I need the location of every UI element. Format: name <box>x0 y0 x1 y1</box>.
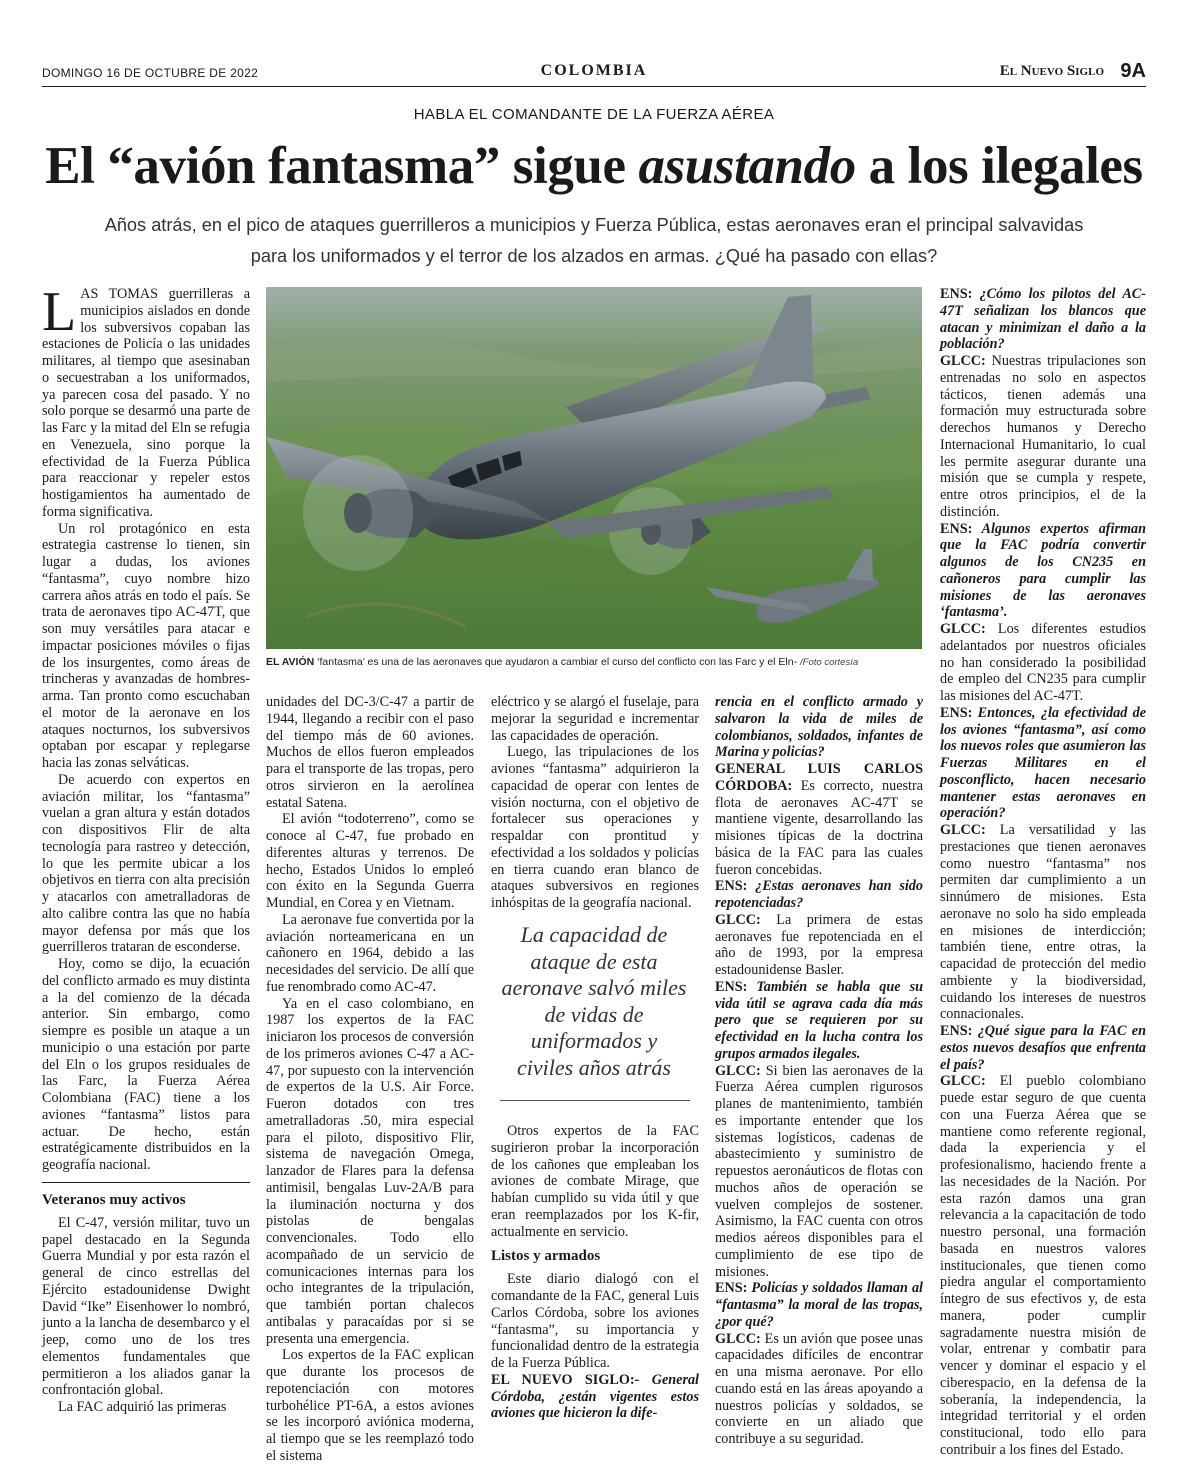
issue-date: DOMINGO 16 DE OCTUBRE DE 2022 <box>42 66 259 80</box>
paragraph: Un rol protagónico en esta estrategia castrense lo tienen, sin lugar a dudas, los aviones “fantasma”, cuyo nombre hizo carrera años atrás en todo el país. Se trata de aeronaves tipo AC-47T, que son muy versátiles para atacar e impactar posiciones móviles o fijas de los insurgentes, como áreas de trincheras y avanzadas de hombres-arma. Tan pronto como escuchaban el motor de la aeronave en los ataques nocturnos, los subversivos optaban por escapar y replegarse hacia las zonas selváticas. <box>42 520 250 771</box>
deck: Años atrás, en el pico de ataques guerrilleros a municipios y Fuerza Pública, estas aeronaves eran el principal salvavidas para los uniformados y el terror de los alzados en armas. ¿Qué ha pasado con ellas? <box>104 215 1084 266</box>
interview-question: ENS: Algunos expertos afirman que la FAC podría convertir algunos de los CN235 en cañoneros para cumplir las misiones de las aeronaves ‘fantasma’. <box>940 520 1146 621</box>
column-2 <box>266 694 474 1465</box>
ac47-aircraft-illustration <box>266 287 922 649</box>
column-5 <box>940 286 1146 1459</box>
drop-cap: L <box>42 281 77 343</box>
airplane-photo <box>266 287 922 649</box>
paragraph: Hoy, como se dijo, la ecuación del conflicto armado es muy distinta a la del comienzo de la década anterior. Sin embargo, como siempre es posible un ataque a un municipio o una estación por parte del Eln o los grupos residuales de las Farc, la Fuerza Aérea Colombiana (FAC) tiene a los aviones “fantasma” listos para actuar. De hecho, están estratégicamente distribuidos en la geografía nacional. <box>42 956 250 1173</box>
paragraph: La aeronave fue convertida por la aviación norteamericana en un cañonero en 1964, debido a las necesidades del servicio. De allí que fue renombrado como AC-47. <box>266 911 474 995</box>
page-number: 9A <box>1120 60 1146 82</box>
interview-question: ENS: Entonces, ¿la efectividad de los aviones “fantasma”, así como los nuevos roles que asumieron las Fuerzas Militares en el posconflicto, hacen necesario mantener estas aeronaves en operación? <box>940 704 1146 822</box>
column-3 <box>491 694 699 912</box>
interview-question: ENS: También se habla que su vida útil se agrava cada día más pero que se requieren por su efectividad en la lucha contra los grupos armados ilegales. <box>715 978 923 1062</box>
paragraph: LAS TOMAS guerrilleras a municipios aislados en donde los subversivos copaban las estaciones de Policía o las unidades militares, al tiempo que asesinaban o secuestraban a los uniformados, ya parecen cosa del pasado. Y no solo porque se desarmó una parte de las Farc y la mitad del Eln se refugia en Venezuela, sino porque la efectividad de la Fuerza Pública para reaccionar y repeler estos hostigamientos ha aumentado de forma significativa. <box>42 281 251 520</box>
subheading: Veteranos muy activos <box>42 1182 250 1209</box>
interview-answer: GLCC: Nuestras tripulaciones son entrenadas no solo en aspectos tácticos, tienen además una formación muy estructurada sobre derechos humanos y Derecho Internacional Humanitario, lo cual les permite asegurar durante una misión que se cumpla y respete, entre otros principios, el de la distinción. <box>940 353 1146 520</box>
interview-answer: GLCC: Los diferentes estudios adelantados por nuestros oficiales no han considerado la posibilidad de empleo del CN235 para cumplir las misiones del AC-47T. <box>940 621 1146 704</box>
interview-question: ENS: ¿Qué sigue para la FAC en estos nuevos desafíos que enfrenta el país? <box>940 1023 1146 1073</box>
interview-question: ENS: ¿Estas aeronaves han sido repotenciadas? <box>715 878 923 911</box>
paragraph: Ya en el caso colombiano, en 1987 los expertos de la FAC iniciaron los procesos de conversión de los primeros aviones C-47 a AC-47, por supuesto con la intervención de expertos de la U.S. Air Force. Fueron dotados con tres ametralladoras .50, mira especial para el piloto, dispositivo Flir, sistema de navegación Omega, lanzador de Flares para la defensa antimisil, bengalas Luv-2A/B para la iluminación nocturna y dos pistolas de bengalas convencionales. Todo ello acompañado de un servicio de comunicaciones internas para los ocho integrantes de la tripulación, que también portan chalecos antibalas y paracaídas por si se presenta una emergencia. <box>266 995 474 1347</box>
paragraph: eléctrico y se alargó el fuselaje, para mejorar la seguridad e incrementar las capacidades de operación. <box>491 694 699 744</box>
newspaper-name: El Nuevo Siglo <box>999 63 1104 79</box>
paragraph: La FAC adquirió las primeras <box>58 1399 227 1415</box>
column-1 <box>42 281 251 1416</box>
paragraph: unidades del DC-3/C-47 a partir de 1944, llegando a recibir con el paso del tiempo más de 60 aviones. Muchos de ellos fueron empleados para el transporte de las tropas, pero otros sirvieron en la aerolínea estatal Satena. <box>266 694 474 811</box>
interview-answer: GLCC: Si bien las aeronaves de la Fuerza Aérea cumplen rigurosos planes de mantenimiento, también es importante entender que los sistemas logísticos, cadenas de abastecimiento y suministro de repuestos aeronáuticos de flotas con muchos años de operación se vuelven complejos de sostener. Asimismo, la FAC cuenta con otros medios aéreos disponibles para el cumplimiento de ese tipo de misiones. <box>715 1062 923 1280</box>
paragraph: El avión “todoterreno”, como se conoce al C-47, fue probado en diferentes alturas y terrenos. De hecho, Estados Unidos lo empleó con éxito en la Segunda Guerra Mundial, en Corea y en Vietnam. <box>266 811 474 911</box>
pull-quote-rule <box>500 1100 690 1101</box>
column-4 <box>715 694 923 1448</box>
headline: El “avión fantasma” sigue asustando a los ilegales <box>45 137 1143 195</box>
paragraph: Este diario dialogó con el comandante de la FAC, general Luis Carlos Córdoba, sobre los aviones “fantasma”, su importancia y funcionalidad dentro de la estrategia de la Fuerza Pública. <box>491 1271 699 1371</box>
interview-question: ENS: Policías y soldados llaman al “fantasma” la moral de las tropas, ¿por qué? <box>715 1280 923 1330</box>
paragraph: Los expertos de la FAC explican que durante los procesos de repotenciación con motores turbohélice PT-6A, a estos aviones se les incorporó aviónica moderna, al tiempo que se les reemplazó todo el sistema <box>266 1347 474 1464</box>
paragraph: Luego, las tripulaciones de los aviones “fantasma” adquirieron la capacidad de operar con lentes de visión nocturna, con el objetivo de fortalecer sus operaciones y respaldar con prontitud y efectividad a los soldados y policías en tierra cuando eran blanco de ataques subversivos en regiones inhóspitas de la geografía nacional. <box>491 744 699 911</box>
interview-answer: GLCC: El pueblo colombiano puede estar seguro de que cuenta con una Fuerza Aérea que se mantiene como referente regional, dada la experiencia y el profesionalismo, haciendo frente a las necesidades de la Nación. Por esta razón damos una gran relevancia a la capacitación de todo nuestro personal, una formación basada en nuestros valores institucionales, que tienen como piedra angular el comportamiento íntegro de sus efectivos y, de esta manera, poder cumplir sagradamente nuestra misión de volar, entrenar y combatir para vencer y dominar el espacio y el ciberespacio, en la defensa de la soberanía, la independencia, la integridad territorial y el orden constitucional, todo ello para contribuir a los fines del Estado. <box>940 1073 1146 1458</box>
paragraph: De acuerdo con expertos en aviación militar, los “fantasma” vuelan a gran altura y están dotados con dispositivos Flir de alta tecnología para rastreo y detección, lo que les permite ubicar a los objetivos en tierra con alta precisión y atacarlos con ametralladoras de alto calibre contra las que no había mayor defensa por más que los guerrilleros trataran de esconderse. <box>42 771 250 956</box>
interview-answer: GLCC: La versatilidad y las prestaciones que tienen aeronaves como nuestro “fantasma” nos permiten dar cumplimiento a un sinnúmero de misiones. Esta aeronave no solo ha sido empleada en misiones de interdicción; también tiene, entre otras, la capacidad de protección del medio ambiente y la biodiversidad, cuidando los intereses de nuestros connacionales. <box>940 822 1146 1023</box>
interview-answer: GENERAL LUIS CARLOS CÓRDOBA: Es correcto, nuestra flota de aeronaves AC-47T se mantiene vigente, desarrollando las misiones típicas de la doctrina básica de la FAC para las cuales fueron concebidas. <box>715 761 923 878</box>
paragraph: Otros expertos de la FAC sugirieron probar la incorporación de los cañones que empleaban los aviones de combate Mirage, que habían cumplido su vida útil y que eran reemplazados por los K-fir, actualmente en servicio. <box>491 1123 699 1240</box>
interview-answer: GLCC: La primera de estas aeronaves fue repotenciada en el año de 1993, por la empresa estadounidense Basler. <box>715 911 923 978</box>
header-rule <box>42 86 1146 87</box>
pull-quote: La capacidad de ataque de esta aeronave salvó miles de vidas de uniformados y civiles años atrás <box>501 922 687 1080</box>
interview-question: rencia en el conflicto armado y salvaron la vida de miles de colombianos, soldados, infantes de Marina y policías? <box>715 694 923 761</box>
interview-question: ENS: ¿Cómo los pilotos del AC-47T señalizan los blancos que atacan y minimizan el daño a la población? <box>940 286 1146 353</box>
photo-caption: EL AVIÓN ‘fantasma’ es una de las aeronaves que ayudaron a cambiar el curso del conflicto con las Farc y el Eln- /Foto cortesía <box>266 656 859 668</box>
subheading: Listos y armados <box>491 1248 601 1265</box>
interview-question: EL NUEVO SIGLO:- General Córdoba, ¿están vigentes estos aviones que hicieron la dife- <box>491 1371 699 1422</box>
section-name: COLOMBIA <box>540 62 648 79</box>
paragraph: El C-47, versión militar, tuvo un papel destacado en la Segunda Guerra Mundial y por esta razón el general de cinco estrellas del Ejército estadounidense Dwight David “Ike” Eisenhower lo nombró, junto a la lancha de desembarco y el jeep, como uno de los tres elementos fundamentales que permitieron a los aliados ganar la confrontación global. <box>42 1214 250 1399</box>
kicker: HABLA EL COMANDANTE DE LA FUERZA AÉREA <box>413 106 775 123</box>
column-3-lower <box>491 1123 699 1422</box>
interview-answer: GLCC: Es un avión que posee unas capacidades difíciles de encontrar en una misma aeronave. Por ello cuando está en las áreas apoyando a nuestros policías y soldados, se convierte en un aliado que contribuye a su seguridad. <box>715 1330 923 1447</box>
page-header <box>42 60 1146 86</box>
